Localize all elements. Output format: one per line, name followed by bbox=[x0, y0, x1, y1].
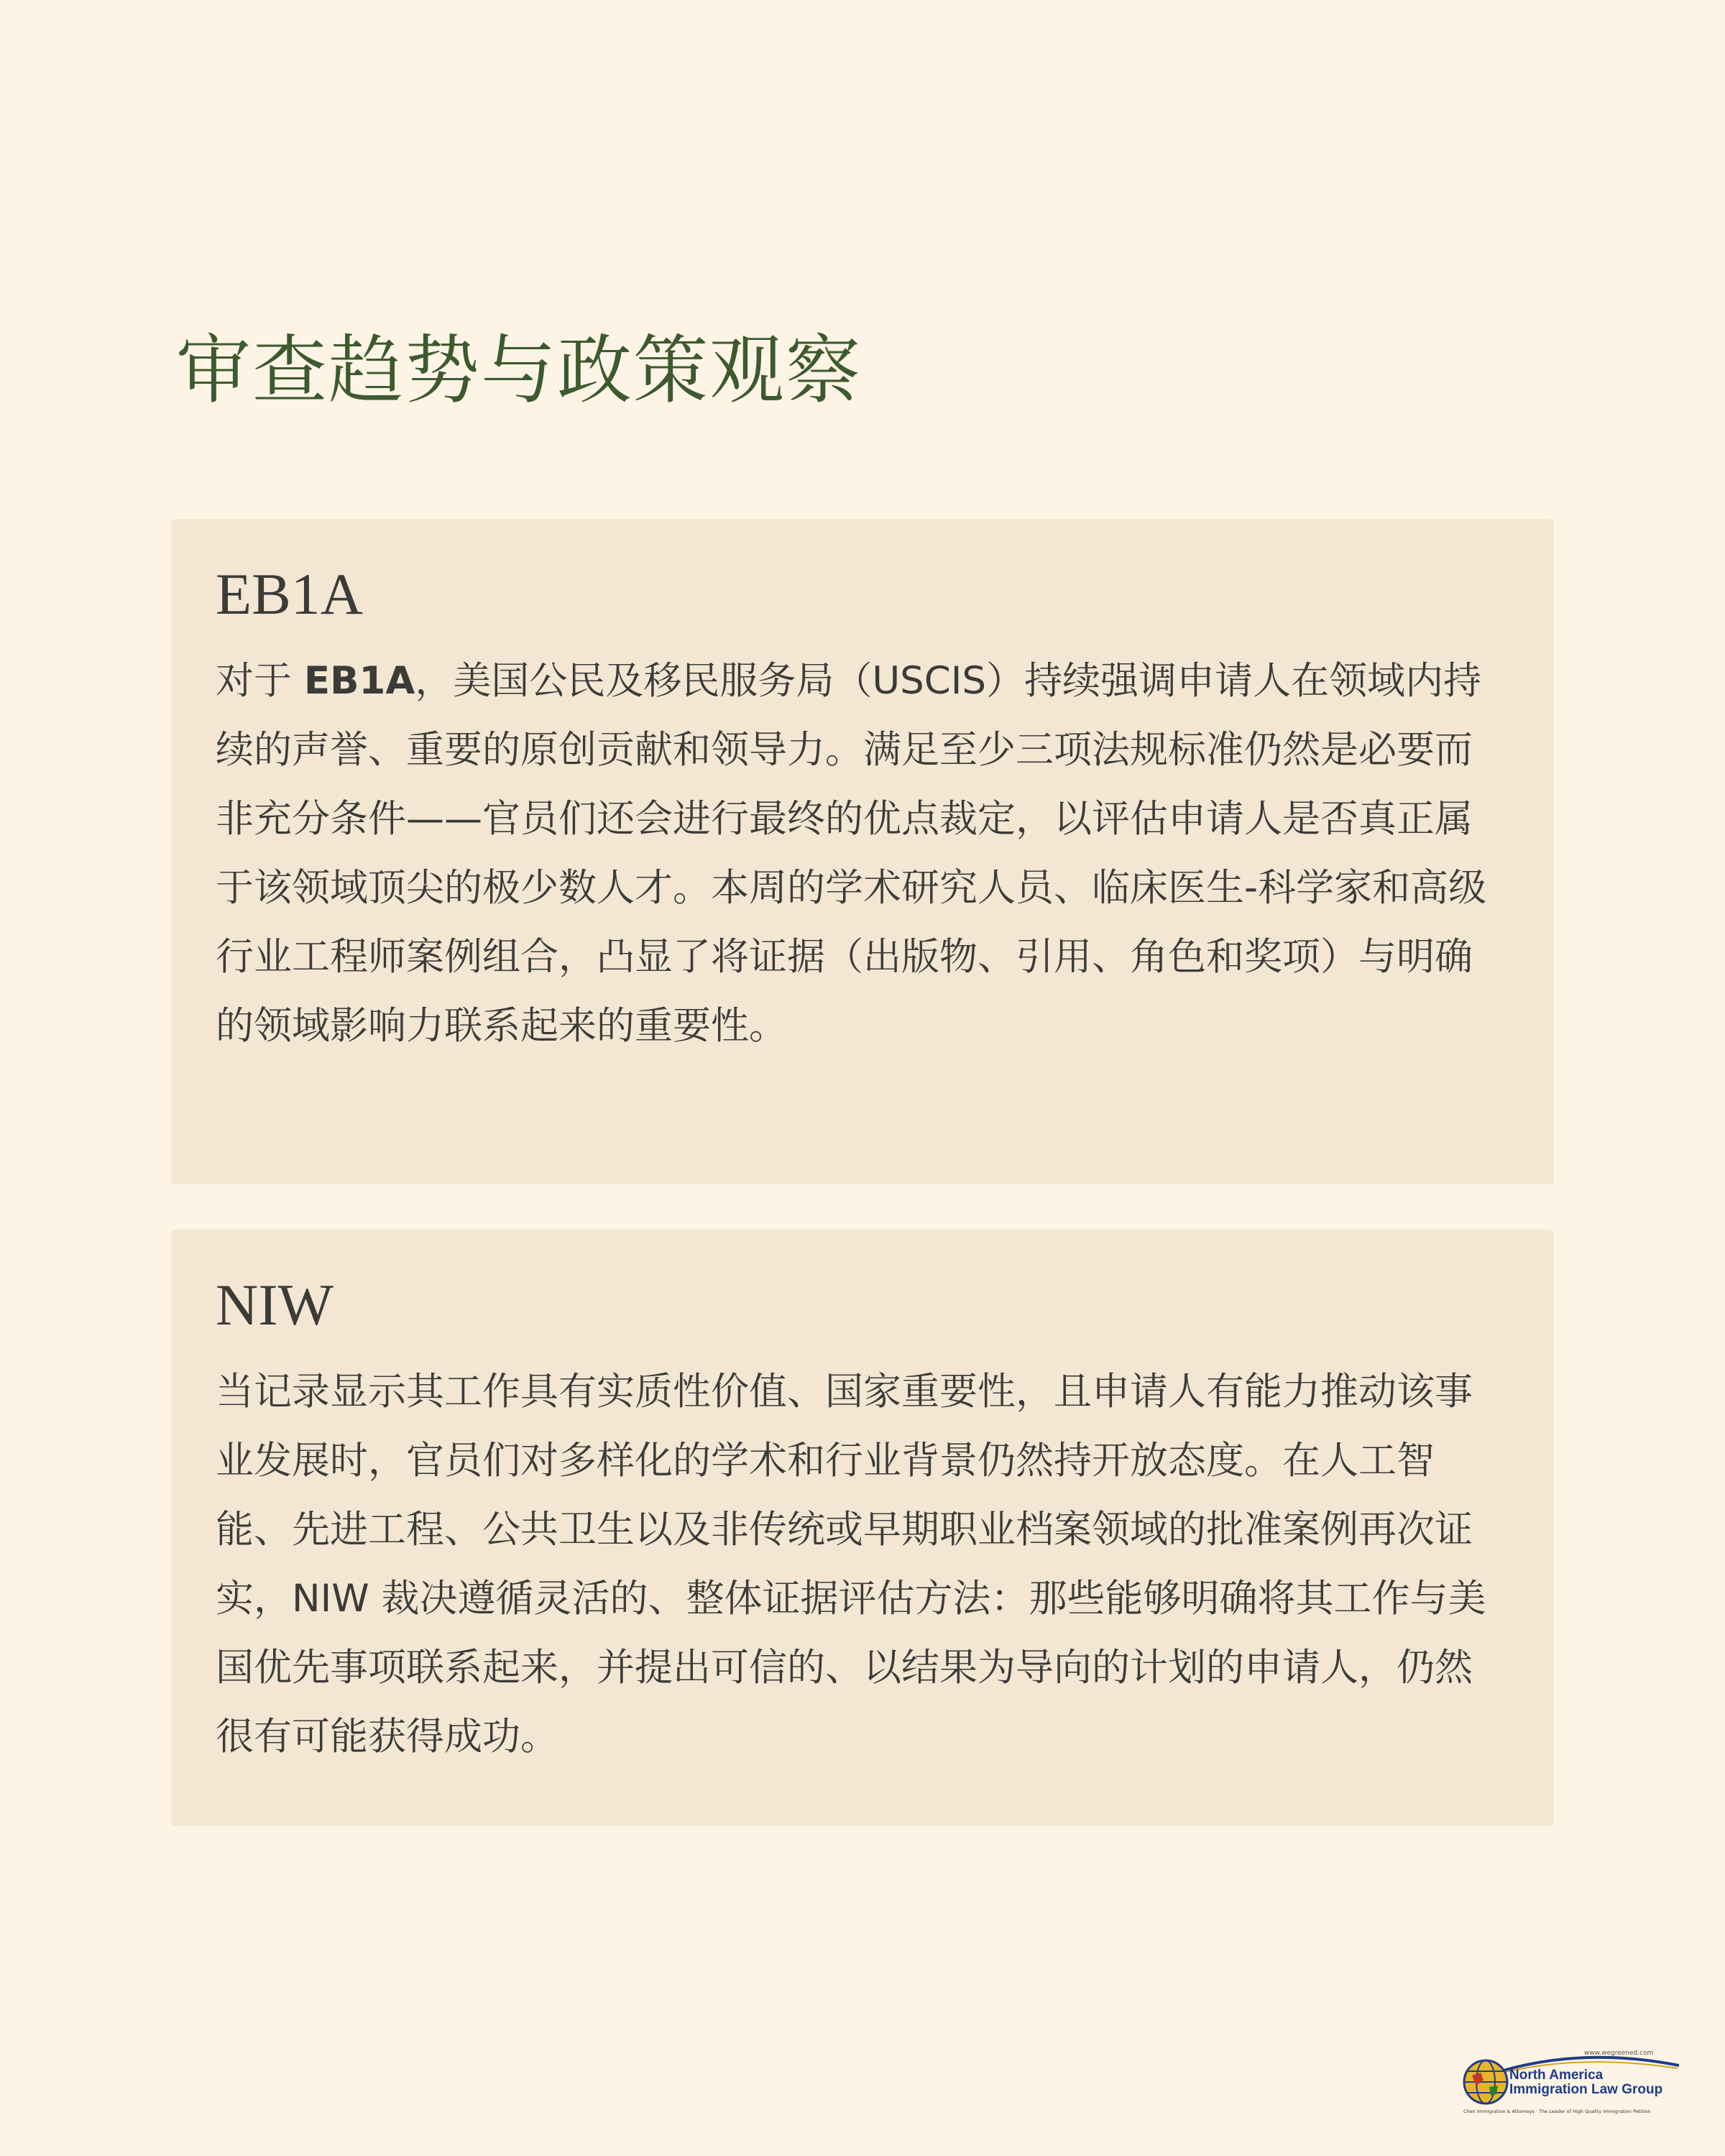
page-title: 审查趋势与政策观察 bbox=[176, 326, 862, 414]
company-logo bbox=[1455, 2050, 1685, 2123]
eb1a-heading: EB1A bbox=[216, 561, 363, 627]
logo-name-line1: North America bbox=[1509, 2068, 1604, 2083]
logo-tagline: Chen Immigration & Attorneys · The Leader of High Quality Immigration Petition bbox=[1463, 2109, 1651, 2114]
niw-body: 当记录显示其工作具有实质性价值、国家重要性，且申请人有能力推动该事业发展时，官员们对多样化的学术和行业背景仍然持开放态度。在人工智能、先进工程、公共卫生以及非传统或早期职业档案领域的批准案例再次证实，NIW 裁决遵循灵活的、整体证据评估方法：那些能够明确将其工作与美国优先事项联系起来，并提出可信的、以结果为导向的计划的申请人，仍然很有可能获得成功。 bbox=[216, 1370, 1486, 1759]
globe-icon bbox=[1462, 2058, 1509, 2106]
logo-url: www.wegreened.com bbox=[1584, 2050, 1654, 2057]
eb1a-body-text: ，美国公民及移民服务局（USCIS）持续强调申请人在领域内持续的声誉、重要的原创贡献和领导力。满足至少三项法规标准仍然是必要而非充分条件——官员们还会进行最终的优点裁定，以评估申请人是否真正属于该领域顶尖的极少数人才。本周的学术研究人员、临床医生-科学家和高级行业工程师案例组合，凸显了将证据（出版物、引用、角色和奖项）与明确的领域影响力联系起来的重要性。 bbox=[216, 659, 1487, 1049]
eb1a-body bbox=[216, 647, 1498, 1061]
niw-card bbox=[171, 1230, 1554, 1826]
logo-name bbox=[1509, 2068, 1662, 2097]
eb1a-card bbox=[171, 519, 1554, 1184]
niw-heading: NIW bbox=[216, 1272, 334, 1337]
eb1a-body-prefix: 对于 bbox=[216, 659, 304, 704]
logo-name-line2: Immigration Law Group bbox=[1509, 2082, 1663, 2097]
eb1a-body-bold: EB1A bbox=[303, 659, 415, 704]
